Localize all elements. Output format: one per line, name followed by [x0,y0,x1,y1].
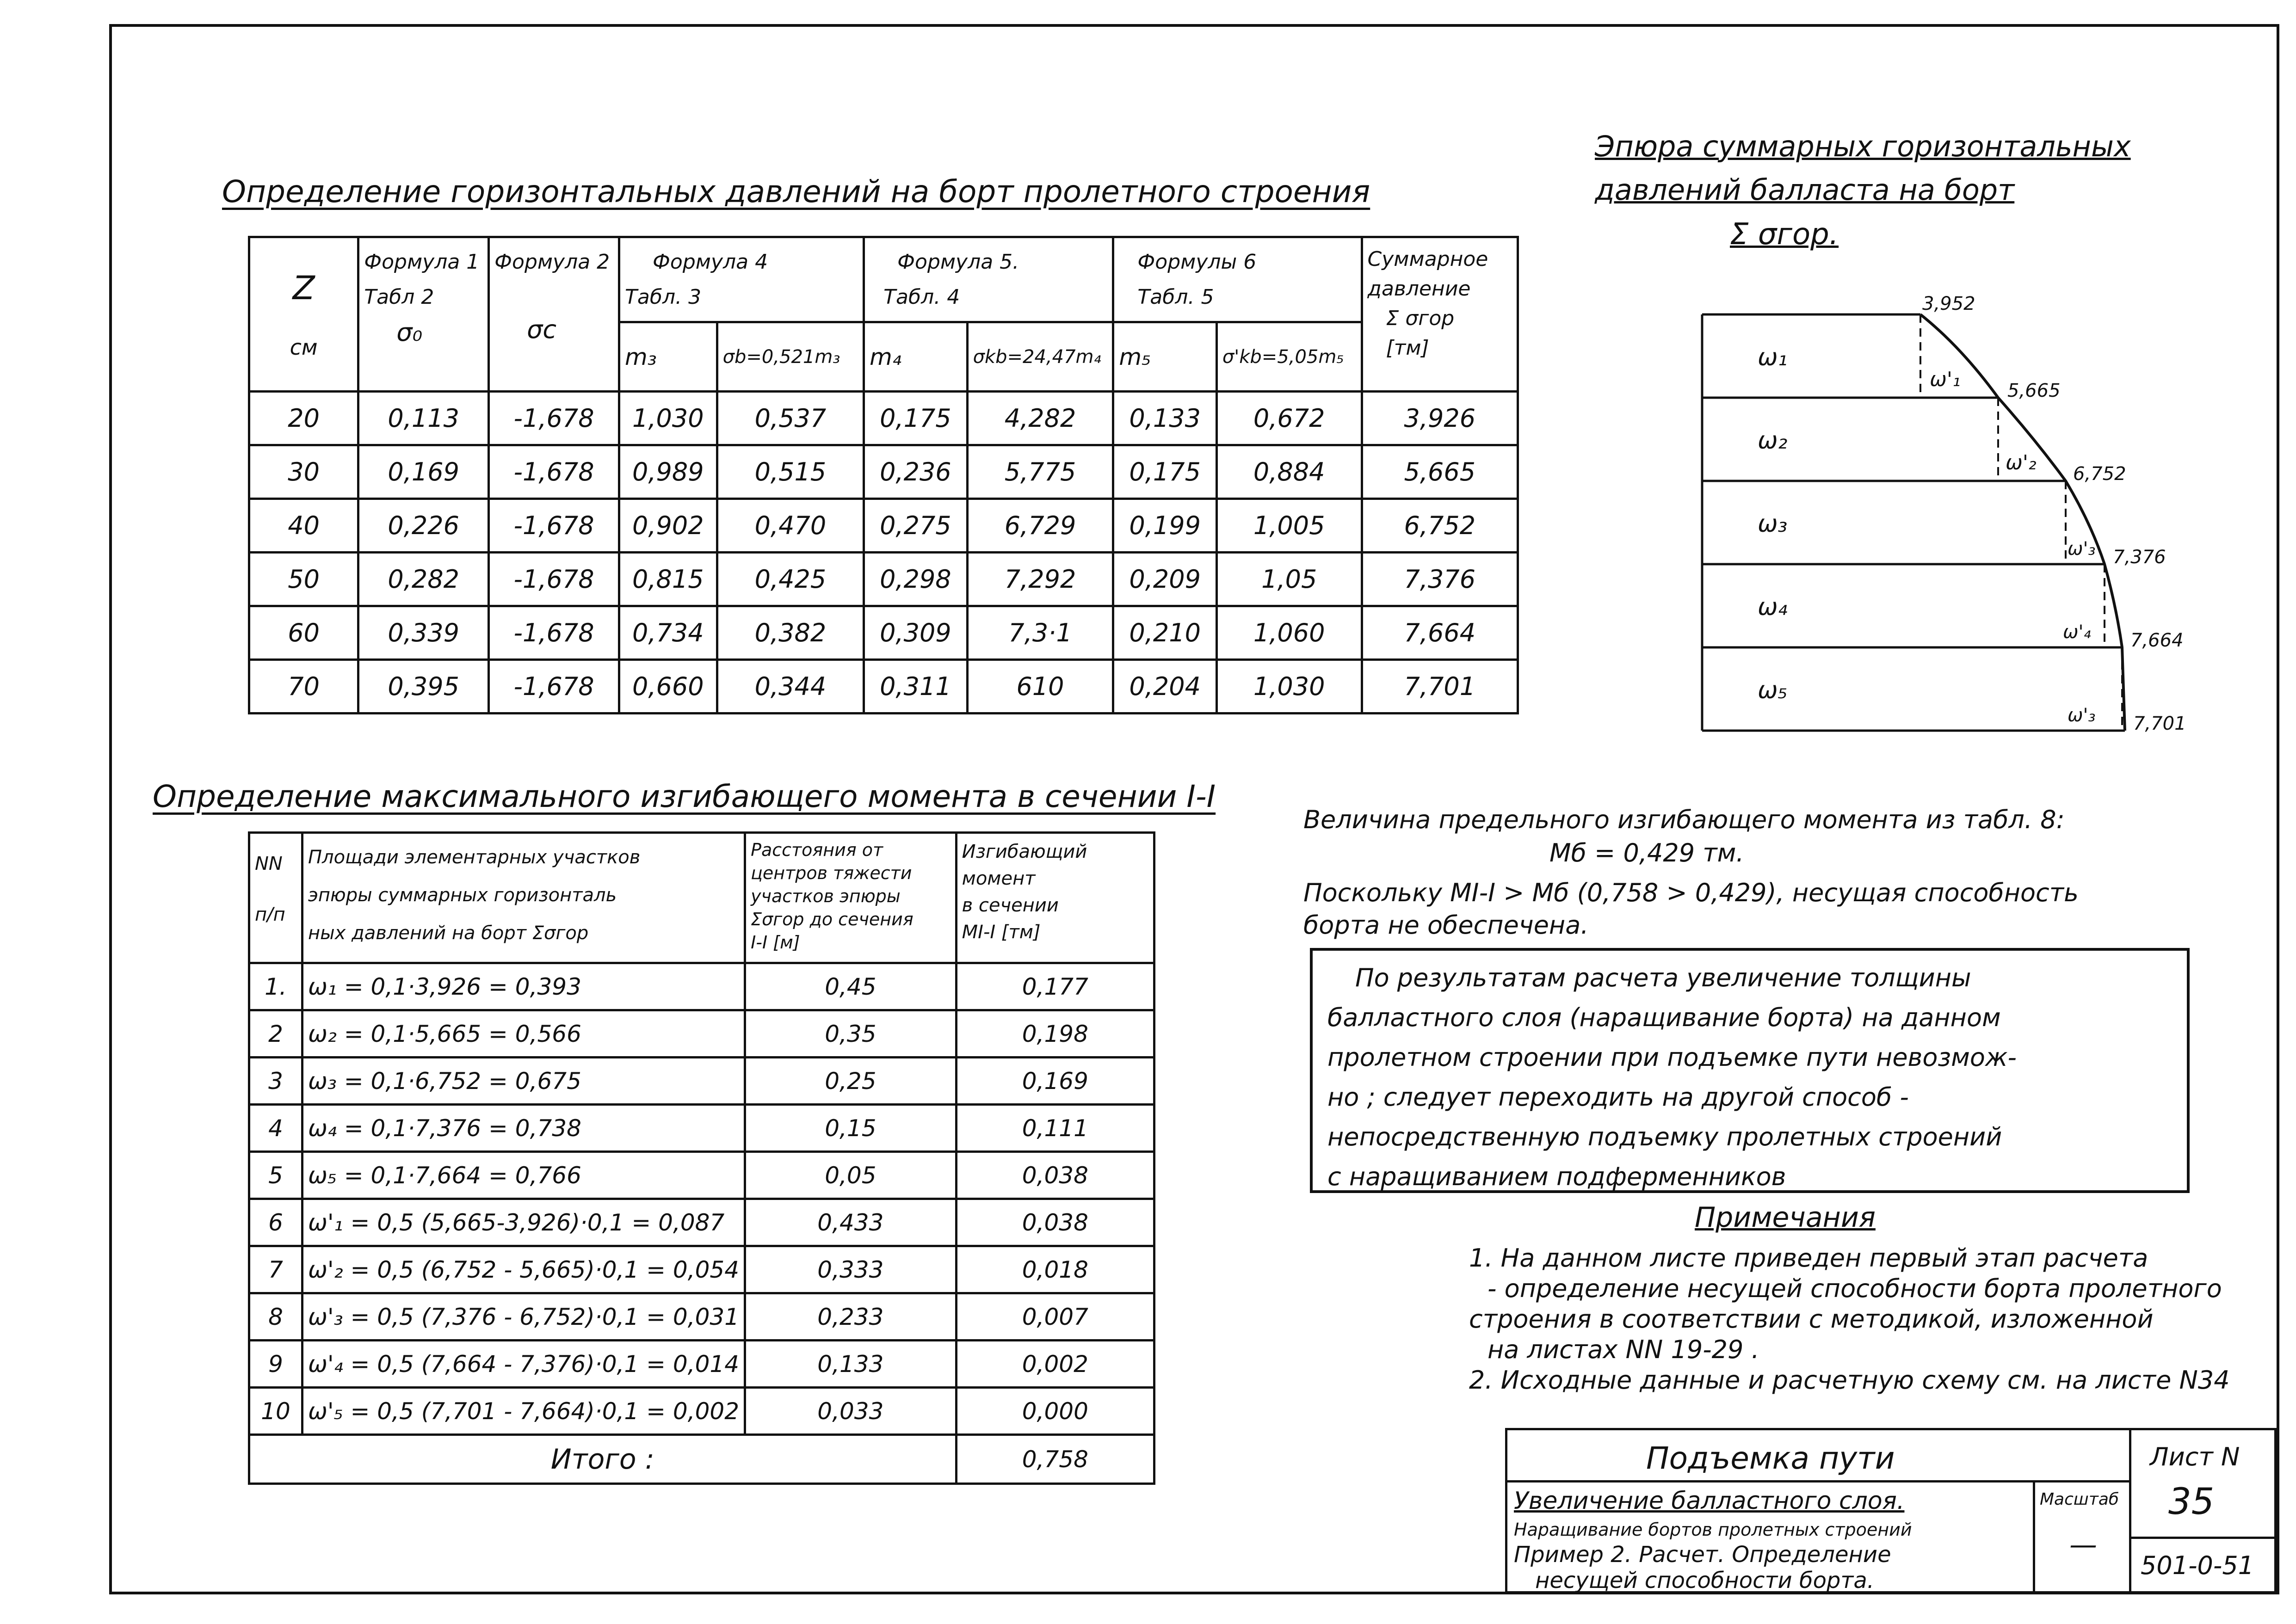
distance-value: 0,333 [745,1246,957,1293]
area-formula: ω'₅ = 0,5 (7,701 - 7,664)·0,1 = 0,002 [302,1388,745,1435]
pressure-row [249,660,1518,714]
area-formula: ω₁ = 0,1·3,926 = 0,393 [302,963,745,1010]
notes-title: Примечания [1695,1201,1876,1234]
pressure-cell: 40 [249,499,358,553]
pressure-cell: 7,701 [1362,660,1518,714]
moment-table [248,831,1155,1485]
row-number: 6 [249,1199,302,1246]
pressure-cell: 30 [249,445,358,499]
moment-value: 0,198 [956,1010,1154,1058]
title-block-main-cell [1505,1428,2131,1483]
distance-value: 0,05 [745,1152,957,1199]
pressure-cell: -1,678 [489,553,619,606]
limit-moment-text: Величина предельного изгибающего момента из табл. 8: [1303,805,2065,834]
prime-label-5: ω'₃ [2068,705,2096,726]
pressure-cell: 5,775 [967,445,1113,499]
total-value: 0,758 [956,1435,1154,1484]
header-formula-1: Формула 1 Табл 2 σ₀ [358,237,489,392]
header-formula-4: Формула 4 Табл. 3 [619,237,864,322]
row-number: 1. [249,963,302,1010]
pressure-cell: 0,884 [1216,445,1362,499]
moment-value: 0,007 [956,1293,1154,1341]
pressure-cell: 5,665 [1362,445,1518,499]
pressure-cell: 7,3·1 [967,606,1113,660]
moment-row [249,1246,1154,1293]
title-block-desc-2: Пример 2. Расчет. Определение [1514,1542,1891,1568]
header-sum-pressure: Суммарное давление Σ σгор [тм] [1362,237,1518,392]
moment-table-body [249,963,1154,1435]
pressure-cell: 0,339 [358,606,489,660]
result-line-1: По результатам расчета увеличение толщины [1355,963,1971,992]
pressure-cell: 4,282 [967,392,1113,445]
segment-label-5: ω₅ [1758,677,1788,704]
moment-value: 0,038 [956,1152,1154,1199]
header-z: Z см [249,237,358,392]
note-line-3: строения в соответствии с методикой, изложенной [1469,1304,2154,1334]
moment-row [249,963,1154,1010]
result-box [1310,948,2190,1193]
pressure-row [249,553,1518,606]
moment-value: 0,177 [956,963,1154,1010]
distance-value: 0,25 [745,1058,957,1105]
moment-value: 0,169 [956,1058,1154,1105]
moment-value: 0,018 [956,1246,1154,1293]
pressure-cell: 0,169 [358,445,489,499]
pressure-table-title: Определение горизонтальных давлений на борт пролетного строения [222,174,1370,209]
capacity-conclusion: борта не обеспечена. [1303,910,1589,940]
title-block [1505,1428,2277,1593]
title-block-desc-3: несущей способности борта. [1535,1568,1875,1593]
pressure-cell: 70 [249,660,358,714]
title-block-sheet-cell [2129,1428,2277,1539]
header-areas: Площади элементарных участков эпюры суммарных горизонталь ных давлений на борт Σσгор [302,833,745,963]
moment-row [249,1152,1154,1199]
pressure-cell: 1,05 [1216,553,1362,606]
area-formula: ω₄ = 0,1·7,376 = 0,738 [302,1105,745,1152]
header-distances: Расстояния от центров тяжести участков эпюры Σσгор до сечения I-I [м] [745,833,957,963]
pressure-cell: 0,344 [717,660,864,714]
moment-value: 0,111 [956,1105,1154,1152]
pressure-cell: 6,752 [1362,499,1518,553]
value-label-1: 3,952 [1922,296,1975,314]
pressure-cell: 0,311 [864,660,967,714]
header-formula-2: Формула 2 σc [489,237,619,392]
row-number: 3 [249,1058,302,1105]
area-formula: ω₅ = 0,1·7,664 = 0,766 [302,1152,745,1199]
area-formula: ω'₃ = 0,5 (7,376 - 6,752)·0,1 = 0,031 [302,1293,745,1341]
row-number: 5 [249,1152,302,1199]
pressure-cell: 0,175 [1113,445,1216,499]
pressure-row [249,606,1518,660]
row-number: 8 [249,1293,302,1341]
pressure-cell: 0,236 [864,445,967,499]
pressure-cell: 0,660 [619,660,717,714]
result-line-2: балластного слоя (наращивание борта) на данном [1327,1003,2001,1032]
segment-label-4: ω₄ [1758,593,1788,621]
pressure-cell: -1,678 [489,606,619,660]
moment-row [249,1388,1154,1435]
sheet-number: 35 [2168,1481,2215,1523]
row-number: 7 [249,1246,302,1293]
prime-label-1: ω'₁ [1930,368,1961,391]
pressure-cell: 0,209 [1113,553,1216,606]
diagram-sigma-label: Σ σгор. [1730,217,1839,252]
pressure-cell: 6,729 [967,499,1113,553]
result-line-3: пролетном строении при подъемке пути невозмож- [1327,1043,2017,1072]
distance-value: 0,133 [745,1341,957,1388]
header-nn: NN п/п [249,833,302,963]
distance-value: 0,233 [745,1293,957,1341]
title-block-desc-1: Наращивание бортов пролетных строений [1514,1519,1912,1540]
pressure-cell: 0,395 [358,660,489,714]
pressure-cell: 3,926 [1362,392,1518,445]
prime-label-2: ω'₂ [2006,451,2037,474]
result-line-6: с наращиванием подферменников [1327,1162,1786,1191]
value-label-6: 7,701 [2133,713,2186,734]
distance-value: 0,35 [745,1010,957,1058]
limit-moment-value: Mб = 0,429 тм. [1549,838,1744,867]
title-block-main-title: Подъемка пути [1646,1440,1895,1476]
pressure-cell: 0,309 [864,606,967,660]
header-formula-5: Формула 5. Табл. 4 [864,237,1113,322]
pressure-table [248,236,1519,714]
distance-value: 0,433 [745,1199,957,1246]
header-formula-6: Формулы 6 Табл. 5 [1113,237,1362,322]
note-line-1: 1. На данном листе приведен первый этап расчета [1469,1243,2148,1273]
value-label-4: 7,376 [2113,547,2166,568]
header-sigma-b: σb=0,521m₃ [717,322,864,392]
result-line-4: но ; следует переходить на другой способ - [1327,1083,1909,1112]
distance-value: 0,15 [745,1105,957,1152]
pressure-cell: 0,537 [717,392,864,445]
pressure-cell: -1,678 [489,499,619,553]
moment-row [249,1341,1154,1388]
pressure-row [249,392,1518,445]
pressure-cell: 0,133 [1113,392,1216,445]
pressure-cell: 7,664 [1362,606,1518,660]
pressure-cell: 0,989 [619,445,717,499]
pressure-cell: 7,292 [967,553,1113,606]
pressure-cell: 1,030 [619,392,717,445]
header-moment: Изгибающий момент в сечении MI-I [тм] [956,833,1154,963]
title-block-desc-cell [1505,1480,2035,1593]
moment-value: 0,038 [956,1199,1154,1246]
pressure-cell: 1,030 [1216,660,1362,714]
segment-label-2: ω₂ [1758,427,1788,455]
row-number: 9 [249,1341,302,1388]
moment-value: 0,000 [956,1388,1154,1435]
capacity-statement: Поскольку MI-I > Mб (0,758 > 0,429), несущая способность [1303,878,2079,907]
pressure-cell: 0,275 [864,499,967,553]
pressure-cell: 1,005 [1216,499,1362,553]
moment-value: 0,002 [956,1341,1154,1388]
value-label-3: 6,752 [2073,463,2126,485]
note-line-4: на листах NN 19-29 . [1487,1335,1759,1364]
moment-row [249,1199,1154,1246]
pressure-cell: -1,678 [489,660,619,714]
distance-value: 0,45 [745,963,957,1010]
moment-row [249,1293,1154,1341]
pressure-cell: 610 [967,660,1113,714]
moment-table-title: Определение максимального изгибающего момента в сечении I-I [153,779,1216,814]
area-formula: ω'₂ = 0,5 (6,752 - 5,665)·0,1 = 0,054 [302,1246,745,1293]
moment-row [249,1105,1154,1152]
pressure-cell: -1,678 [489,392,619,445]
distance-value: 0,033 [745,1388,957,1435]
value-label-5: 7,664 [2130,630,2184,651]
pressure-cell: 50 [249,553,358,606]
row-number: 10 [249,1388,302,1435]
row-number: 4 [249,1105,302,1152]
header-sigma-kb: σkb=24,47m₄ [967,322,1113,392]
pressure-table-body [249,392,1518,714]
pressure-cell: 0,515 [717,445,864,499]
header-m5: m₅ [1113,322,1216,392]
pressure-cell: 0,902 [619,499,717,553]
moment-row [249,1010,1154,1058]
pressure-cell: 0,199 [1113,499,1216,553]
pressure-cell: 0,425 [717,553,864,606]
pressure-cell: 60 [249,606,358,660]
note-line-2: - определение несущей способности борта пролетного [1487,1274,2222,1303]
pressure-cell: 0,113 [358,392,489,445]
pressure-cell: 0,298 [864,553,967,606]
title-block-code-cell [2129,1537,2277,1593]
row-number: 2 [249,1010,302,1058]
value-label-2: 5,665 [2007,380,2061,401]
pressure-cell: 0,282 [358,553,489,606]
document-code: 501-0-51 [2141,1551,2254,1580]
total-label: Итого : [249,1435,957,1484]
header-sigma-kb-prime: σ'kb=5,05m₅ [1216,322,1362,392]
header-m3: m₃ [619,322,717,392]
pressure-cell: 0,470 [717,499,864,553]
area-formula: ω₂ = 0,1·5,665 = 0,566 [302,1010,745,1058]
pressure-cell: 0,815 [619,553,717,606]
title-block-subtitle: Увеличение балластного слоя. [1514,1487,1905,1515]
result-line-5: непосредственную подъемку пролетных строений [1327,1122,2002,1151]
pressure-cell: 0,734 [619,606,717,660]
pressure-cell: 0,382 [717,606,864,660]
note-line-5: 2. Исходные данные и расчетную схему см. на листе N34 [1469,1366,2230,1395]
pressure-cell: 7,376 [1362,553,1518,606]
pressure-cell: 0,672 [1216,392,1362,445]
segment-label-3: ω₃ [1758,510,1788,538]
area-formula: ω'₁ = 0,5 (5,665-3,926)·0,1 = 0,087 [302,1199,745,1246]
moment-row [249,1058,1154,1105]
pressure-cell: 0,226 [358,499,489,553]
pressure-row [249,499,1518,553]
scale-label: Масштаб [2040,1490,2119,1509]
diagram-title: Эпюра суммарных горизонтальных давлений балласта на борт [1595,129,2131,207]
pressure-cell: 0,210 [1113,606,1216,660]
notes-list [1469,1243,2230,1396]
pressure-cell: -1,678 [489,445,619,499]
pressure-cell: 1,060 [1216,606,1362,660]
area-formula: ω₃ = 0,1·6,752 = 0,675 [302,1058,745,1105]
pressure-diagram [1684,296,2192,749]
header-m4: m₄ [864,322,967,392]
title-block-scale-cell [2033,1480,2131,1593]
prime-label-3: ω'₃ [2068,538,2096,560]
pressure-cell: 0,204 [1113,660,1216,714]
pressure-cell: 0,175 [864,392,967,445]
pressure-cell: 20 [249,392,358,445]
sheet-label: Лист N [2150,1442,2240,1471]
scale-value: — [2069,1529,2097,1561]
area-formula: ω'₄ = 0,5 (7,664 - 7,376)·0,1 = 0,014 [302,1341,745,1388]
pressure-row [249,445,1518,499]
prime-label-4: ω'₄ [2063,621,2091,643]
segment-label-1: ω₁ [1758,344,1788,371]
